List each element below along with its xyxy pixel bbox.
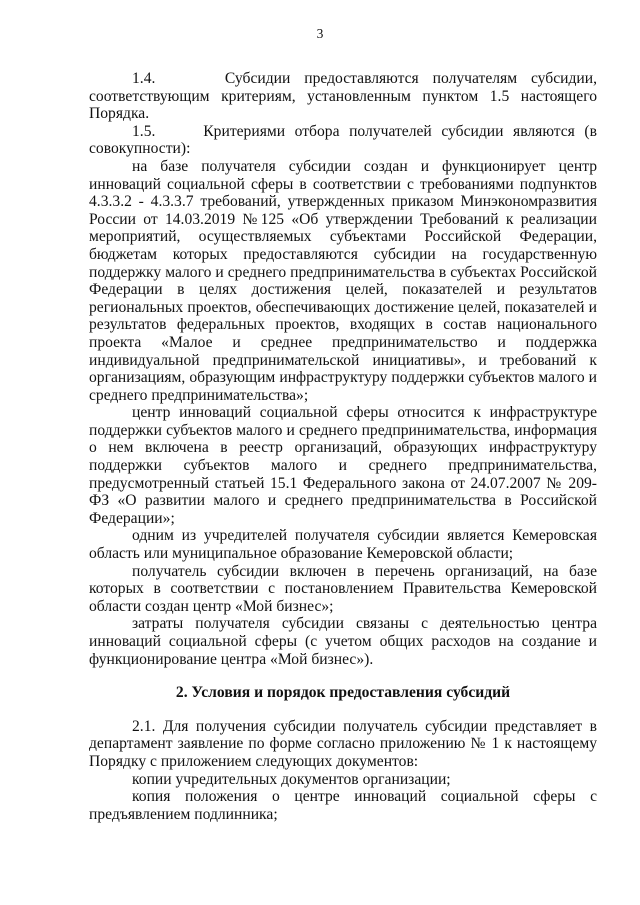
document-list-item-charter: копии учредительных документов организации; [132, 770, 451, 788]
paragraph-1-5: 1.5. Критериями отбора получателей субсидии являются (в совокупности): [89, 122, 597, 158]
page-number: 3 [316, 26, 324, 41]
criterion-expenses: затраты получателя субсидии связаны с деятельностью центра инноваций социальной сферы (с учетом общих расходов на создание и функционирование центра «Мой бизнес»). [89, 615, 597, 668]
document-list-item-regulation: копия положения о центре инноваций социальной сферы с предъявлением подлинника; [89, 788, 597, 823]
criterion-moi-biznes-list: получатель субсидии включен в перечень организаций, на базе которых в соответствии с постановлением Правительства Кемеровской области создан центр «Мой бизнес»; [89, 562, 597, 615]
criterion-innovation-center: на базе получателя субсидии создан и функционирует центр инноваций социальной сферы в соответствии с требованиями подпунктов 4.3.3.2 - 4.3.3.7 требований, утвержденных приказом Минэкономразвития России от 14.03.2019 №125 «Об утверждении Требований к реализации мероприятий, осуществляемых субъектами Российской Федерации, бюджетам которых предоставляются субсидии на государственную поддержку малого и среднего предпринимательства в субъектах Российской Федерации в целях достижения целей, показателей и результатов региональных проектов, обеспечивающих достижение целей, показателей и результатов федеральных проектов, входящих в состав национального проекта «Малое и среднее предпринимательство и поддержка индивидуальной предпринимательской инициативы», и требований к организациям, образующим инфраструктуру поддержки субъектов малого и среднего предпринимательства»; [89, 157, 597, 404]
criterion-founder: одним из учредителей получателя субсидии является Кемеровская область или муниципальное образование Кемеровской области; [89, 527, 597, 563]
document-body [89, 70, 597, 823]
paragraph-2-1: 2.1. Для получения субсидии получатель субсидии представляет в департамент заявление по форме согласно приложению № 1 к настоящему Порядку с приложением следующих документов: [89, 717, 597, 770]
paragraph-1-4: 1.4. Субсидии предоставляются получателям субсидии, соответствующим критериям, установленным пунктом 1.5 настоящего Порядка. [89, 70, 597, 123]
criterion-infrastructure: центр инноваций социальной сферы относится к инфраструктуре поддержки субъектов малого и среднего предпринимательства, информация о нем включена в реестр организаций, образующих инфраструктуру поддержки субъектов малого и среднего предпринимательства, предусмотренный статьей 15.1 Федерального закона от 24.07.2007 № 209-ФЗ «О развитии малого и среднего предпринимательства в Российской Федерации»; [89, 404, 597, 527]
section-heading: 2. Условия и порядок предоставления субсидий [175, 684, 511, 702]
